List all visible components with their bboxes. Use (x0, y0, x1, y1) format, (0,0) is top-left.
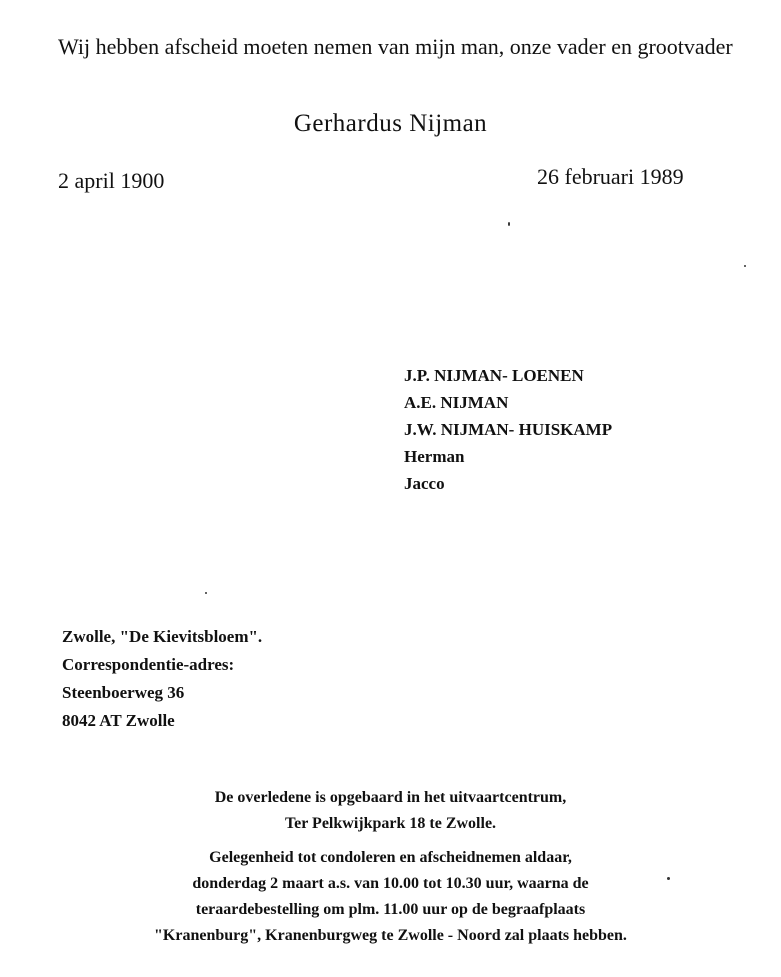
notice-line: De overledene is opgebaard in het uitvaartcentrum, (214, 789, 567, 806)
survivor-name: A.E. NIJMAN (404, 393, 509, 412)
address-street: Steenboerweg 36 (62, 683, 185, 702)
death-date: 26 februari 1989 (537, 164, 684, 189)
survivor-name: Jacco (404, 474, 445, 493)
scan-speck (508, 222, 510, 226)
deceased-name: Gerhardus Nijman (293, 110, 488, 137)
funeral-notice (0, 785, 781, 949)
survivor-name: J.P. NIJMAN- LOENEN (404, 366, 584, 385)
notice-line: Gelegenheid tot condoleren en afscheidnemen aldaar, (209, 849, 572, 866)
correspondence-label: Correspondentie-adres: (62, 655, 235, 674)
birth-date: 2 april 1900 (58, 168, 165, 193)
intro-text: Wij hebben afscheid moeten nemen van mijn man, onze vader en grootvader (58, 34, 733, 59)
scan-speck (205, 592, 207, 594)
notice-line: Ter Pelkwijkpark 18 te Zwolle. (284, 815, 497, 832)
survivor-name: Herman (404, 447, 465, 466)
notice-line: donderdag 2 maart a.s. van 10.00 tot 10.30 uur, waarna de (192, 875, 589, 892)
address-place: Zwolle, "De Kievitsbloem". (62, 627, 263, 646)
address-block (62, 623, 262, 735)
notice-line: "Kranenburg", Kranenburgweg te Zwolle - Noord zal plaats hebben. (154, 927, 627, 944)
notice-line: teraardebestelling om plm. 11.00 uur op de begraafplaats (195, 901, 586, 918)
survivor-name: J.W. NIJMAN- HUISKAMP (404, 420, 613, 439)
scan-speck (744, 265, 746, 267)
scan-speck (667, 877, 670, 880)
survivors-list (404, 362, 612, 497)
address-postal-city: 8042 AT Zwolle (62, 711, 175, 730)
